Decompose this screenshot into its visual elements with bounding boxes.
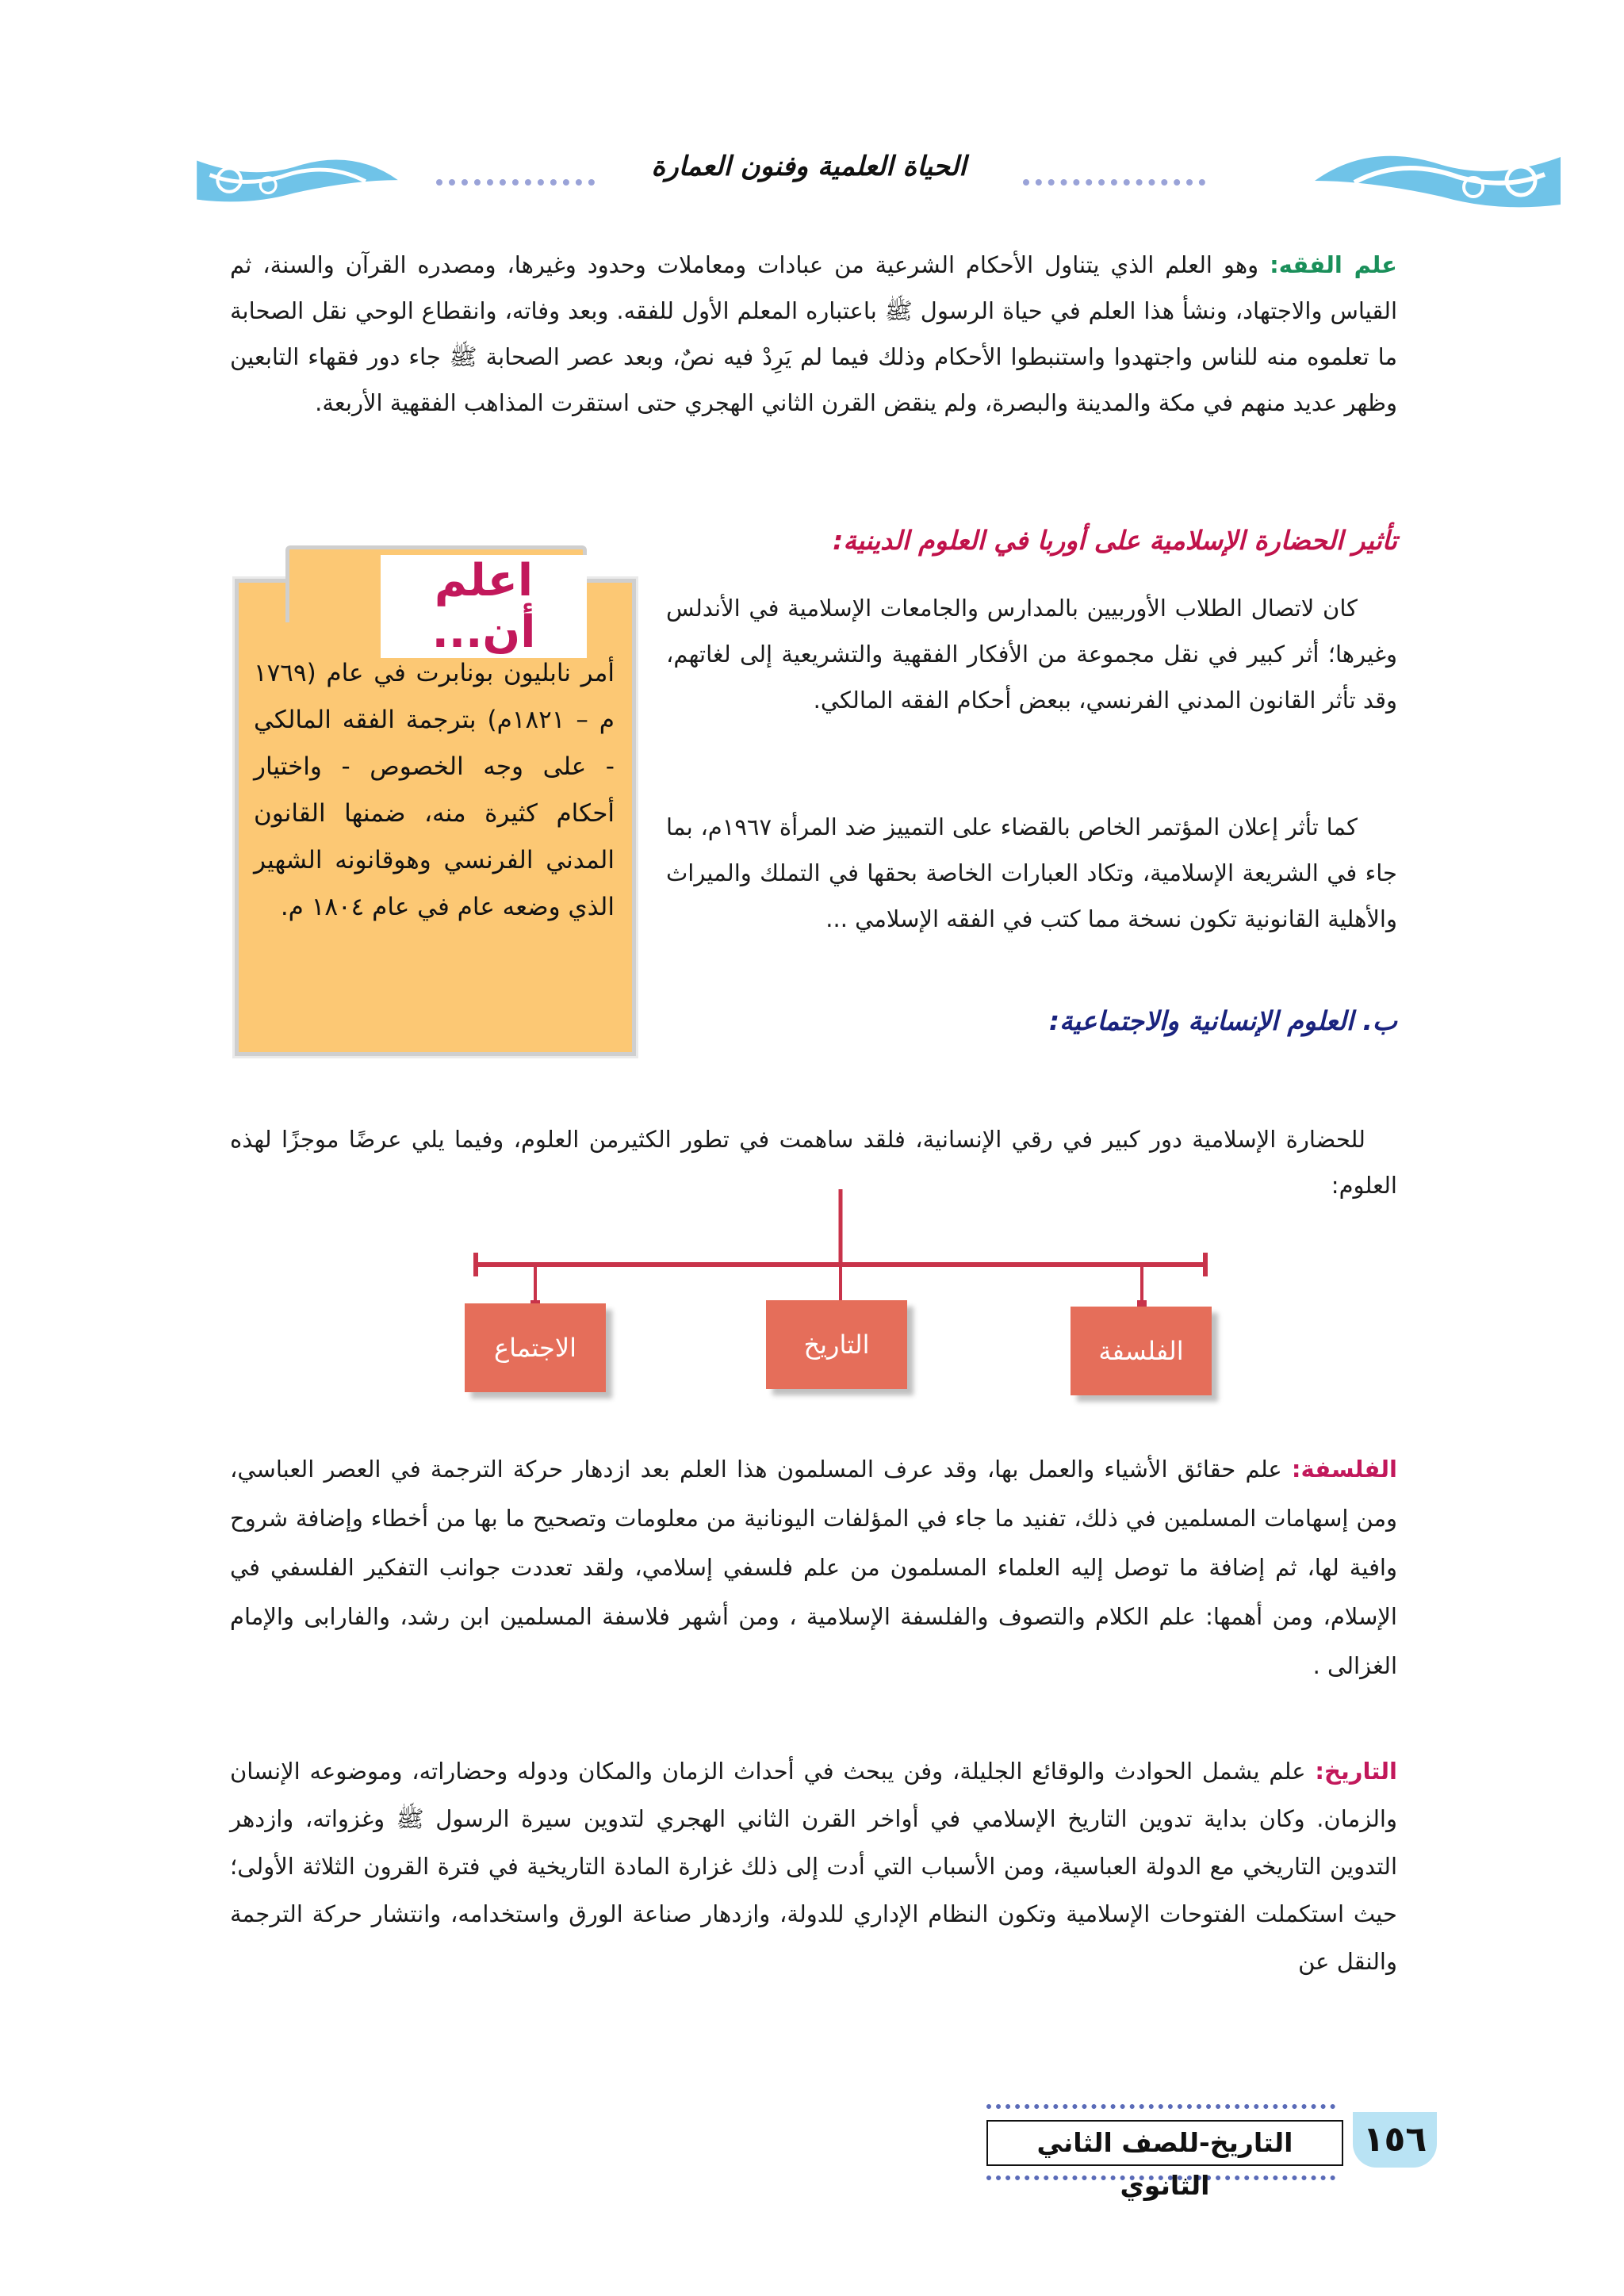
page-number: ١٥٦: [1353, 2112, 1437, 2168]
fiqh-paragraph: [230, 242, 1397, 426]
history-text: علم يشمل الحوادث والوقائع الجليلة، وفن يبحث في أحداث الزمان والمكان ودوله وحضاراته، وموضوعه الإنسان والزمان. وكان بداية تدوين التاريخ الإسلامي في أواخر القرن الثاني الهجري لتدوين سيرة الرسول ﷺ وغزواته، وازدهر التدوين التاريخي مع الدولة العباسية، ومن الأسباب التي أدت إلى ذلك غزارة المادة التاريخية في فترة القرون الثلاثة الأولى؛ حيث استكملت الفتوحات الإسلامية وتكون النظام الإداري للدولة، وازدهار صناعة الورق واستخدامه، وانتشار حركة الترجمة والنقل عن: [230, 1758, 1397, 1975]
fiqh-text: وهو العلم الذي يتناول الأحكام الشرعية من عبادات ومعاملات وحدود وغيرها، ومصدره القرآن والسنة، ثم القياس والاجتهاد، ونشأ هذا العلم في حياة الرسول ﷺ باعتباره المعلم الأول للفقه. وبعد وفاته، وانقطاع الوحي نقل الصحابة ما تعلموه منه للناس واجتهدوا واستنبطوا الأحكام وذلك فيما لم يَرِدْ فيه نصٌ، وبعد عصر الصحابة ﷺ جاء دور فقهاء التابعين وظهر عديد منهم في مكة والمدينة والبصرة، ولم ينقض القرن الثاني الهجري حتى استقرت المذاهب الفقهية الأربعة.: [230, 251, 1397, 416]
know-box-text: أمر نابليون بونابرت في عام (١٧٦٩ م – ١٨٢١م) بترجمة الفقه المالكي - على وجه الخصوص - واختيار أحكام كثيرة منه، ضمنها القانون المدني الفرنسي وهوقانونه الشهير الذي وضعه عام في عام ١٨٠٤ م.: [254, 659, 615, 921]
header-ornament-right: [1307, 133, 1568, 220]
history-label: التاريخ:: [1315, 1758, 1397, 1785]
philosophy-text: علم حقائق الأشياء والعمل بها، وقد عرف المسلمون هذا العلم بعد ازدهار حركة الترجمة في العصر العباسي، ومن إسهامات المسلمين في ذلك، تفنيد ما جاء في المؤلفات اليونانية من معلومات وتصحيح ما بها من أخطاء وإضافة شروح وافية لها، ثم إضافة ما توصل إليه العلماء المسلمون من علم فلسفي إسلامي، ولقد تعددت جوانب التفكير الفلسفي في الإسلام، ومن أهمها: علم الكلام والتصوف والفلسفة الإسلامية ، ومن أشهر فلاسفة المسلمين ابن رشد، والفارابى والإمام الغزالى .: [230, 1456, 1397, 1679]
header-dots-right: [1023, 179, 1205, 186]
philosophy-label: الفلسفة:: [1291, 1456, 1397, 1483]
node-sociology: الاجتماع: [465, 1303, 606, 1392]
footer-dots-top: [986, 2104, 1335, 2109]
node-philosophy: الفلسفة: [1071, 1307, 1212, 1395]
sciences-diagram: [460, 1189, 1221, 1316]
history-paragraph: [230, 1747, 1397, 1985]
header-dots-left: [436, 179, 595, 186]
humanities-heading: ب. العلوم الإنسانية والاجتماعية:: [1048, 1005, 1397, 1036]
influence-text-2: كما تأثر إعلان المؤتمر الخاص بالقضاء على التمييز ضد المرأة ١٩٦٧م، بما جاء في الشريعة الإسلامية، وتكاد العبارات الخاصة بحقها في التملك والميراث والأهلية القانونية تكون نسخة مما كتب في الفقه الإسلامي ...: [666, 813, 1397, 932]
influence-paragraph-2: [666, 804, 1397, 942]
influence-text-1: كان لاتصال الطلاب الأوربيين بالمدارس والجامعات الإسلامية في الأندلس وغيرها؛ أثر كبير في نقل مجموعة من الأفكار الفقهية والتشريعية إلى لغاتهم، وقد تأثر القانون المدني الفرنسي، ببعض أحكام الفقه المالكي.: [666, 595, 1397, 714]
node-history: التاريخ: [766, 1300, 907, 1389]
know-box-title: اعلم أن...: [381, 555, 587, 658]
running-header-title: الحياة العلمية وفنون العمارة: [651, 151, 967, 182]
book-title: التاريخ-للصف الثاني الثانوي: [986, 2120, 1343, 2166]
header-ornament-left: [190, 133, 404, 220]
influence-heading: تأثير الحضارة الإسلامية على أوربا في العلوم الدينية:: [833, 525, 1397, 556]
humanities-intro-text: للحضارة الإسلامية دور كبير في رقي الإنسانية، فلقد ساهمت في تطور الكثيرمن العلوم، وفيما يلي عرضًا موجزًا لهذه العلوم:: [230, 1126, 1397, 1199]
influence-paragraph-1: [666, 585, 1397, 723]
fiqh-label: علم الفقه:: [1270, 251, 1397, 278]
philosophy-paragraph: [230, 1445, 1397, 1690]
